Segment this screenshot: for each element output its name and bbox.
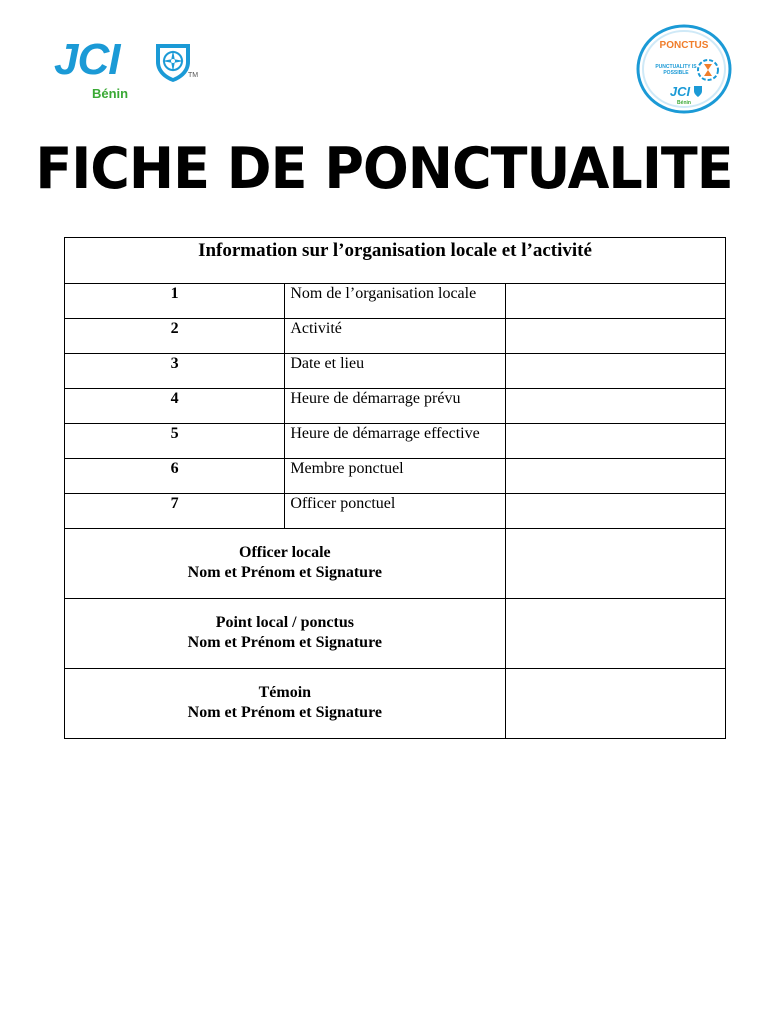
ponctus-badge-brand-sub: Bénin bbox=[677, 100, 691, 106]
field-punctual-member[interactable] bbox=[505, 459, 725, 494]
field-planned-start[interactable] bbox=[505, 389, 725, 424]
signature-field-witness[interactable] bbox=[505, 669, 725, 739]
ponctus-badge-title: PONCTUS bbox=[659, 40, 709, 51]
row-number: 4 bbox=[65, 389, 285, 424]
row-label-date-place: Date et lieu bbox=[285, 354, 505, 389]
signature-instruction: Nom et Prénom et Signature bbox=[187, 634, 382, 651]
table-row bbox=[65, 459, 726, 494]
ponctus-badge-tagline-2: POSSIBLE bbox=[663, 70, 689, 76]
row-label-activity: Activité bbox=[285, 319, 505, 354]
row-label-punctual-officer: Officer ponctuel bbox=[285, 494, 505, 529]
ponctus-badge-logo bbox=[636, 24, 732, 114]
field-local-organisation[interactable] bbox=[505, 284, 725, 319]
ponctus-badge-brand: JCI bbox=[669, 84, 691, 99]
signature-field-local-officer[interactable] bbox=[505, 529, 725, 599]
signature-role: Point local / ponctus bbox=[215, 614, 354, 631]
table-row bbox=[65, 494, 726, 529]
signature-label-local-point bbox=[65, 599, 506, 669]
signature-row bbox=[65, 669, 726, 739]
field-activity[interactable] bbox=[505, 319, 725, 354]
table-row bbox=[65, 424, 726, 459]
punctuality-form-table bbox=[64, 237, 726, 739]
row-number: 1 bbox=[65, 284, 285, 319]
row-number: 3 bbox=[65, 354, 285, 389]
ponctus-badge-tagline-1: PUNCTUALITY IS bbox=[655, 64, 697, 70]
signature-label-local-officer bbox=[65, 529, 506, 599]
table-row bbox=[65, 389, 726, 424]
row-label-punctual-member: Membre ponctuel bbox=[285, 459, 505, 494]
row-number: 5 bbox=[65, 424, 285, 459]
signature-role: Témoin bbox=[258, 684, 312, 701]
row-number: 7 bbox=[65, 494, 285, 529]
signature-row bbox=[65, 599, 726, 669]
signature-row bbox=[65, 529, 726, 599]
signature-instruction: Nom et Prénom et Signature bbox=[187, 704, 382, 721]
table-row bbox=[65, 319, 726, 354]
field-date-place[interactable] bbox=[505, 354, 725, 389]
row-number: 2 bbox=[65, 319, 285, 354]
jci-logo-text: JCI bbox=[54, 35, 120, 84]
row-label-local-organisation: Nom de l’organisation locale bbox=[285, 284, 505, 319]
row-label-actual-start: Heure de démarrage effective bbox=[285, 424, 505, 459]
signature-role: Officer locale bbox=[239, 544, 331, 561]
page-title: FICHE DE PONCTUALITE bbox=[35, 135, 733, 202]
field-punctual-officer[interactable] bbox=[505, 494, 725, 529]
signature-instruction: Nom et Prénom et Signature bbox=[187, 564, 382, 581]
table-row bbox=[65, 354, 726, 389]
row-label-planned-start: Heure de démarrage prévu bbox=[285, 389, 505, 424]
signature-label-witness bbox=[65, 669, 506, 739]
table-heading-row bbox=[65, 238, 726, 284]
jci-logo-subtitle: Bénin bbox=[92, 86, 129, 101]
signature-field-local-point[interactable] bbox=[505, 599, 725, 669]
jci-benin-logo bbox=[54, 36, 214, 106]
table-heading: Information sur l’organisation locale et l’activité bbox=[65, 238, 726, 284]
field-actual-start[interactable] bbox=[505, 424, 725, 459]
table-row bbox=[65, 284, 726, 319]
trademark-mark: TM bbox=[188, 72, 199, 79]
row-number: 6 bbox=[65, 459, 285, 494]
